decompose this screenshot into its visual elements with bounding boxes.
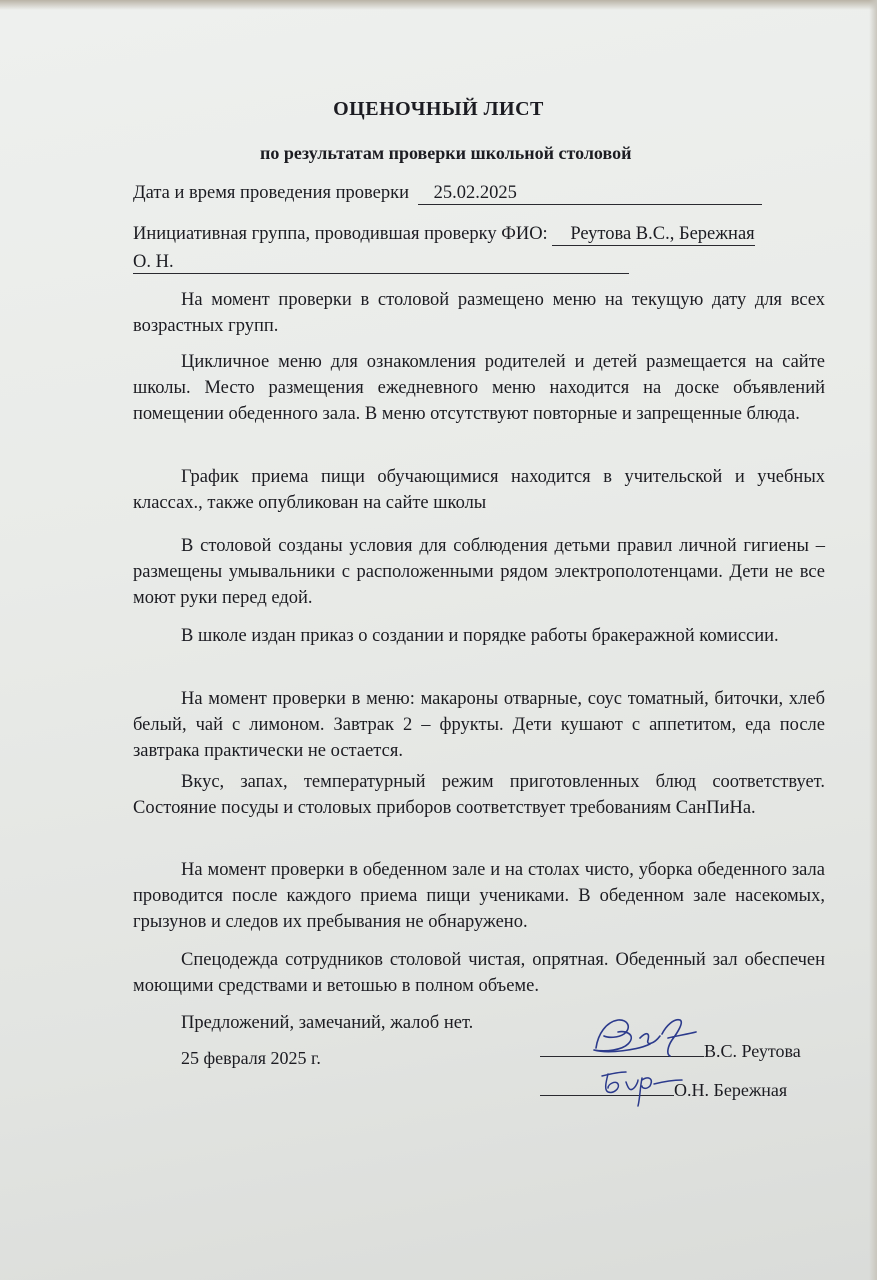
paragraph-10: Предложений, замечаний, жалоб нет. xyxy=(181,1012,474,1033)
inspection-group-continuation xyxy=(133,252,629,274)
document-title: ОЦЕНОЧНЫЙ ЛИСТ xyxy=(333,98,544,120)
paragraph-6: На момент проверки в меню: макароны отварные, соус томатный, биточки, хлеб белый, чай с лимоном. Завтрак 2 – фрукты. Дети кушают с аппетитом, еда после завтрака практически не остается. xyxy=(133,688,825,761)
inspection-group-value: Реутова В.С., Бережная xyxy=(552,224,754,246)
paragraph-3: График приема пищи обучающимися находится в учительской и учебных классах., также опубликован на сайте школы xyxy=(133,466,825,513)
inspection-group-field xyxy=(133,224,755,246)
handwritten-signature-1 xyxy=(588,1010,700,1062)
document-subtitle: по результатам проверки школьной столовой xyxy=(260,143,632,163)
signatory-name-1: В.С. Реутова xyxy=(704,1041,801,1061)
paragraph-8: На момент проверки в обеденном зале и на столах чисто, уборка обеденного зала проводится после каждого приема пищи учениками. В обеденном зале насекомых, грызунов и следов их пребывания не обнаружено. xyxy=(133,859,825,932)
inspection-date-field xyxy=(133,183,762,205)
paragraph-2: Цикличное меню для ознакомления родителей и детей размещается на сайте школы. Место размещения ежедневного меню находится на доске объявлений помещении обеденного зала. В меню отсутствуют повторные и запрещенные блюда. xyxy=(133,351,825,424)
signing-date: 25 февраля 2025 г. xyxy=(181,1048,321,1068)
inspection-date-label: Дата и время проведения проверки xyxy=(133,183,409,203)
handwritten-signature-2 xyxy=(596,1062,686,1108)
inspection-group-label: Инициативная группа, проводившая проверку ФИО: xyxy=(133,224,548,244)
inspection-group-value-cont: О. Н. xyxy=(133,252,629,274)
paragraph-9: Спецодежда сотрудников столовой чистая, опрятная. Обеденный зал обеспечен моющими средствами и ветошью в полном объеме. xyxy=(133,949,825,996)
paragraph-4: В столовой созданы условия для соблюдения детьми правил личной гигиены – размещены умывальники с расположенными рядом электрополотенцами. Дети не все моют руки перед едой. xyxy=(133,535,825,608)
paragraph-1: На момент проверки в столовой размещено меню на текущую дату для всех возрастных групп. xyxy=(133,289,825,336)
inspection-date-value: 25.02.2025 xyxy=(418,183,762,205)
paragraph-7: Вкус, запах, температурный режим приготовленных блюд соответствует. Состояние посуды и столовых приборов соответствует требованиям СанПиНа. xyxy=(133,771,825,818)
signatory-name-2: О.Н. Бережная xyxy=(674,1080,788,1100)
paragraph-5: В школе издан приказ о создании и порядке работы бракеражной комиссии. xyxy=(181,625,779,646)
